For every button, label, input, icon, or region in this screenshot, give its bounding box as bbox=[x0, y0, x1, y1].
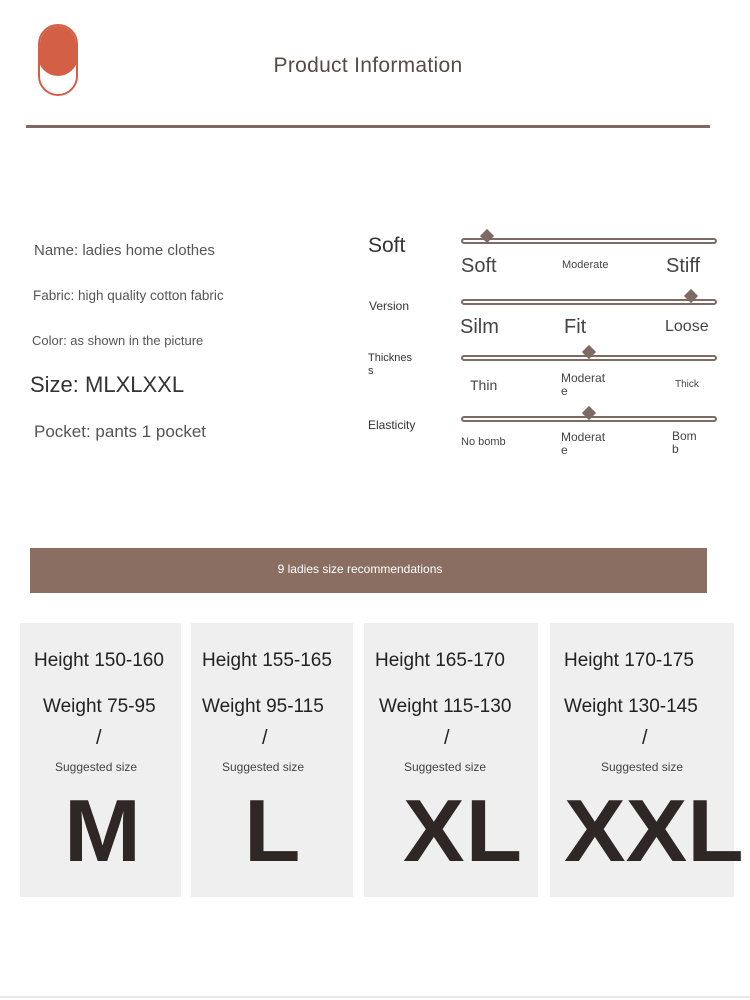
page-title: Product Information bbox=[273, 54, 463, 77]
attr-label-soft: Soft bbox=[368, 234, 406, 257]
softness-option-stiff: Stiff bbox=[666, 255, 701, 277]
size-card-slash: / bbox=[262, 727, 268, 749]
bottom-divider bbox=[0, 996, 750, 998]
version-option-loose: Loose bbox=[665, 318, 709, 335]
size-card-weight: Weight 95-115 bbox=[202, 696, 324, 717]
elasticity-option-moderate: Moderat e bbox=[561, 430, 606, 457]
softness-slider-track bbox=[461, 238, 717, 244]
header-divider bbox=[26, 125, 710, 128]
size-card-slash: / bbox=[444, 727, 450, 749]
size-card-size-value: M bbox=[64, 781, 143, 880]
size-card-weight: Weight 130-145 bbox=[564, 696, 698, 717]
size-card-slash: / bbox=[96, 727, 102, 749]
size-card-suggested-label: Suggested size bbox=[404, 760, 487, 774]
attr-label-elasticity: Elasticity bbox=[368, 418, 416, 432]
size-card-size-value: XL bbox=[403, 781, 524, 880]
thickness-option-thin: Thin bbox=[470, 377, 498, 393]
attr-label-version: Version bbox=[369, 299, 410, 313]
size-card-suggested-label: Suggested size bbox=[55, 760, 138, 774]
size-card-height: Height 150-160 bbox=[34, 650, 164, 671]
size-card-height: Height 165-170 bbox=[375, 650, 505, 671]
thickness-option-moderate: Moderat e bbox=[561, 371, 606, 398]
logo-fill bbox=[38, 24, 78, 76]
size-card-height: Height 155-165 bbox=[202, 650, 332, 671]
version-slider-track bbox=[461, 299, 717, 305]
product-size: Size: MLXLXXL bbox=[30, 372, 185, 397]
version-option-silm: Silm bbox=[460, 316, 499, 338]
elasticity-option-bomb: Bom b bbox=[672, 429, 697, 456]
version-option-fit: Fit bbox=[564, 316, 587, 338]
product-pocket: Pocket: pants 1 pocket bbox=[34, 422, 206, 441]
softness-option-soft: Soft bbox=[461, 255, 497, 277]
size-card-slash: / bbox=[642, 727, 648, 749]
thickness-option-thick: Thick bbox=[675, 379, 699, 390]
size-card-suggested-label: Suggested size bbox=[222, 760, 305, 774]
attr-label-thickness: Thicknes s bbox=[368, 352, 413, 378]
softness-option-moderate: Moderate bbox=[562, 259, 609, 271]
banner-text: 9 ladies size recommendations bbox=[277, 562, 443, 576]
size-card-suggested-label: Suggested size bbox=[601, 760, 684, 774]
product-color: Color: as shown in the picture bbox=[32, 333, 204, 348]
product-name: Name: ladies home clothes bbox=[34, 242, 215, 259]
size-card-size-value: L bbox=[244, 781, 302, 880]
elasticity-option-no-bomb: No bomb bbox=[461, 436, 506, 448]
size-card-weight: Weight 115-130 bbox=[379, 696, 512, 717]
size-card-size-value: XXL bbox=[564, 781, 744, 880]
size-card-height: Height 170-175 bbox=[564, 650, 694, 671]
size-card-weight: Weight 75-95 bbox=[43, 696, 156, 717]
product-fabric: Fabric: high quality cotton fabric bbox=[33, 288, 224, 303]
brand-logo-icon bbox=[38, 24, 78, 96]
